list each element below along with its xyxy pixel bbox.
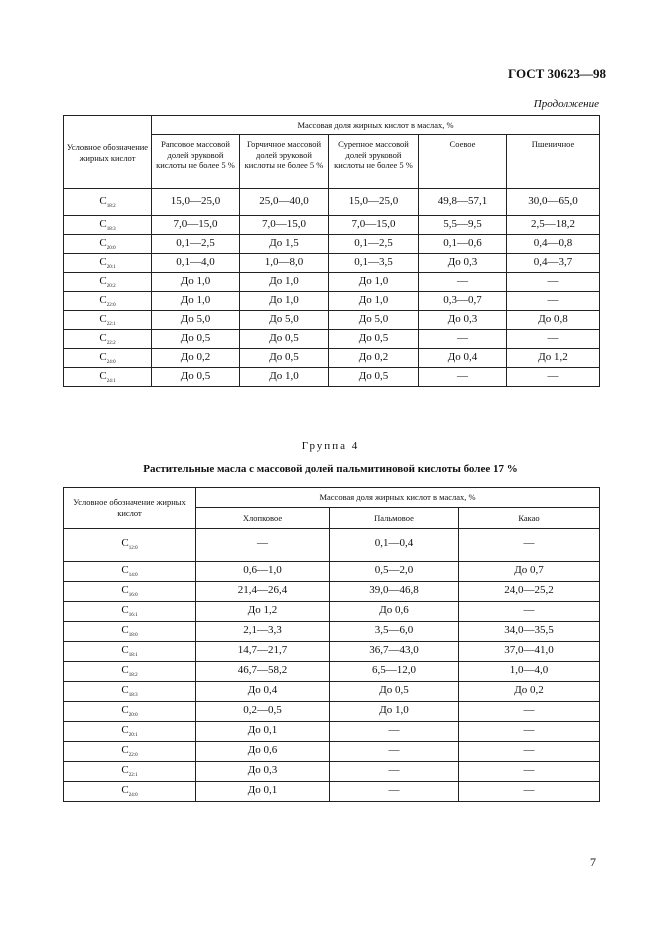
acid-cell [64,189,152,216]
value-cell: — [419,273,507,292]
column-header: Сурепное массовой долей эруковой кислоты не более 5 % [329,135,419,189]
value-cell: 0,1—0,6 [419,235,507,254]
table-row [64,529,600,562]
acid-cell [64,562,196,582]
fatty-acid-table-2 [63,487,600,802]
acid-cell [64,349,152,368]
column-header: Соевое [419,135,507,189]
value-cell: — [507,368,600,387]
value-cell: До 1,5 [240,235,329,254]
acid-symbol: C [99,313,107,325]
acid-cell [64,582,196,602]
acid-symbol: C [99,195,107,207]
value-cell: До 0,3 [419,254,507,273]
value-cell: До 1,2 [507,349,600,368]
acid-cell [64,602,196,622]
acid-cell [64,311,152,330]
value-cell: 7,0—15,0 [329,216,419,235]
value-cell: До 0,7 [459,562,600,582]
acid-symbol: C [99,275,107,287]
value-cell: До 0,5 [152,368,240,387]
value-cell: — [507,273,600,292]
acid-symbol: C [121,724,129,736]
page-number: 7 [590,855,596,869]
table-row [64,682,600,702]
acid-subscript: 12:0 [128,546,138,551]
value-cell: 0,3—0,7 [419,292,507,311]
table-row [64,762,600,782]
value-cell: 0,2—0,5 [196,702,330,722]
value-cell: До 1,0 [152,292,240,311]
table-row [64,782,600,802]
acid-subscript: 20:0 [128,713,138,718]
value-cell: — [330,742,459,762]
value-cell: До 1,2 [196,602,330,622]
value-cell: До 0,5 [152,330,240,349]
table-row [64,292,600,311]
value-cell: 2,5—18,2 [507,216,600,235]
value-cell: До 0,8 [507,311,600,330]
value-cell: 0,4—0,8 [507,235,600,254]
acid-cell [64,235,152,254]
acid-subscript: 22:1 [106,322,116,327]
table-row [64,702,600,722]
value-cell: До 0,5 [240,330,329,349]
acid-subscript: 24:0 [128,793,138,798]
acid-cell [64,216,152,235]
value-cell: До 0,2 [459,682,600,702]
acid-subscript: 18:2 [106,204,116,209]
value-cell: 46,7—58,2 [196,662,330,682]
acid-symbol: C [121,684,129,696]
table-row [64,622,600,642]
group-header: Массовая доля жирных кислот в маслах, % [152,116,600,135]
value-cell: — [459,702,600,722]
table-row [64,642,600,662]
acid-subscript: 18:1 [128,653,138,658]
value-cell: — [196,529,330,562]
acid-cell [64,273,152,292]
acid-symbol: C [121,537,129,549]
value-cell: 24,0—25,2 [459,582,600,602]
value-cell: До 5,0 [329,311,419,330]
acid-subscript: 18:3 [128,693,138,698]
column-header: Пшеничное [507,135,600,189]
value-cell: До 5,0 [240,311,329,330]
corner-header: Условное обозначение жирных кислот [64,116,152,189]
acid-subscript: 22:0 [106,303,116,308]
table-row [64,722,600,742]
table-row [64,368,600,387]
acid-symbol: C [121,744,129,756]
table-row [64,662,600,682]
value-cell: 7,0—15,0 [152,216,240,235]
value-cell: 3,5—6,0 [330,622,459,642]
value-cell: До 0,5 [330,682,459,702]
value-cell: 39,0—46,8 [330,582,459,602]
acid-symbol: C [121,564,129,576]
value-cell: До 0,3 [419,311,507,330]
table-row [64,602,600,622]
acid-subscript: 18:2 [128,673,138,678]
acid-cell [64,702,196,722]
value-cell: 0,1—2,5 [329,235,419,254]
value-cell: — [330,762,459,782]
acid-cell [64,662,196,682]
value-cell: 37,0—41,0 [459,642,600,662]
acid-cell [64,529,196,562]
acid-subscript: 20:1 [128,733,138,738]
table-row [64,349,600,368]
group-title: Группа 4 [301,440,360,452]
acid-cell [64,762,196,782]
acid-cell [64,682,196,702]
acid-symbol: C [99,351,107,363]
table-caption: Растительные масла с массовой долей пальмитиновой кислоты более 17 % [143,463,518,475]
value-cell: До 1,0 [240,368,329,387]
acid-symbol: C [99,256,107,268]
value-cell: 5,5—9,5 [419,216,507,235]
document-code: ГОСТ 30623—98 [508,66,607,81]
value-cell: До 0,5 [240,349,329,368]
value-cell: 0,1—2,5 [152,235,240,254]
acid-symbol: C [99,218,107,230]
value-cell: — [507,330,600,349]
value-cell: До 0,2 [152,349,240,368]
acid-symbol: C [121,764,129,776]
value-cell: До 0,1 [196,722,330,742]
acid-symbol: C [121,644,129,656]
value-cell: До 0,3 [196,762,330,782]
acid-symbol: C [121,704,129,716]
value-cell: — [419,330,507,349]
acid-symbol: C [121,624,129,636]
continuation-label: Продолжение [533,98,599,110]
value-cell: До 5,0 [152,311,240,330]
value-cell: До 0,6 [330,602,459,622]
value-cell: До 0,5 [329,368,419,387]
value-cell: — [419,368,507,387]
acid-symbol: C [121,664,129,676]
acid-symbol: C [99,332,107,344]
value-cell: — [459,782,600,802]
value-cell: До 0,6 [196,742,330,762]
value-cell: 0,1—4,0 [152,254,240,273]
value-cell: — [459,762,600,782]
acid-cell [64,622,196,642]
fatty-acid-table-1 [63,115,600,387]
acid-cell [64,742,196,762]
acid-subscript: 24:0 [106,360,116,365]
value-cell: До 0,4 [419,349,507,368]
value-cell: До 0,5 [329,330,419,349]
acid-symbol: C [121,584,129,596]
value-cell: 1,0—4,0 [459,662,600,682]
value-cell: 0,5—2,0 [330,562,459,582]
value-cell: — [330,722,459,742]
acid-cell [64,722,196,742]
acid-symbol: C [99,237,107,249]
acid-subscript: 16:1 [128,613,138,618]
acid-symbol: C [121,784,129,796]
value-cell: — [330,782,459,802]
acid-subscript: 22:2 [106,341,116,346]
acid-cell [64,368,152,387]
acid-subscript: 22:0 [128,753,138,758]
column-header: Какао [459,508,600,529]
value-cell: — [459,742,600,762]
column-header: Пальмовое [330,508,459,529]
column-header: Хлопковое [196,508,330,529]
table-row [64,235,600,254]
value-cell: 1,0—8,0 [240,254,329,273]
value-cell: 2,1—3,3 [196,622,330,642]
value-cell: 15,0—25,0 [152,189,240,216]
value-cell: 0,1—3,5 [329,254,419,273]
value-cell: 14,7—21,7 [196,642,330,662]
acid-cell [64,254,152,273]
table-row [64,311,600,330]
column-header: Горчичное массовой долей эруковой кислоты не более 5 % [240,135,329,189]
value-cell: До 1,0 [329,273,419,292]
value-cell: 25,0—40,0 [240,189,329,216]
table-row [64,562,600,582]
table-row [64,582,600,602]
acid-cell [64,782,196,802]
value-cell: 34,0—35,5 [459,622,600,642]
value-cell: — [459,722,600,742]
group-header: Массовая доля жирных кислот в маслах, % [196,488,600,508]
table-row [64,742,600,762]
value-cell: До 1,0 [240,273,329,292]
acid-cell [64,642,196,662]
value-cell: До 1,0 [152,273,240,292]
value-cell: — [459,602,600,622]
acid-cell [64,292,152,311]
acid-subscript: 20:0 [106,246,116,251]
value-cell: 6,5—12,0 [330,662,459,682]
acid-subscript: 16:0 [128,593,138,598]
acid-subscript: 14:0 [128,573,138,578]
value-cell: 30,0—65,0 [507,189,600,216]
acid-symbol: C [99,370,107,382]
corner-header: Условное обозначение жирных кислот [64,488,196,529]
value-cell: До 0,2 [329,349,419,368]
acid-subscript: 24:1 [106,379,116,384]
value-cell: 21,4—26,4 [196,582,330,602]
acid-subscript: 20:1 [106,265,116,270]
column-header: Рапсовое массовой долей эруковой кислоты не более 5 % [152,135,240,189]
value-cell: До 1,0 [330,702,459,722]
value-cell: 0,6—1,0 [196,562,330,582]
value-cell: 7,0—15,0 [240,216,329,235]
value-cell: До 1,0 [329,292,419,311]
table-row [64,330,600,349]
value-cell: 0,4—3,7 [507,254,600,273]
value-cell: До 0,4 [196,682,330,702]
table-row [64,273,600,292]
value-cell: 15,0—25,0 [329,189,419,216]
acid-subscript: 22:1 [128,773,138,778]
acid-cell [64,330,152,349]
acid-symbol: C [99,294,107,306]
acid-subscript: 18:3 [106,227,116,232]
acid-symbol: C [121,604,129,616]
value-cell: 0,1—0,4 [330,529,459,562]
table-row [64,189,600,216]
acid-subscript: 20:2 [106,284,116,289]
table-row [64,216,600,235]
value-cell: До 1,0 [240,292,329,311]
value-cell: 49,8—57,1 [419,189,507,216]
table-row [64,254,600,273]
value-cell: — [507,292,600,311]
value-cell: — [459,529,600,562]
value-cell: 36,7—43,0 [330,642,459,662]
value-cell: До 0,1 [196,782,330,802]
acid-subscript: 18:0 [128,633,138,638]
